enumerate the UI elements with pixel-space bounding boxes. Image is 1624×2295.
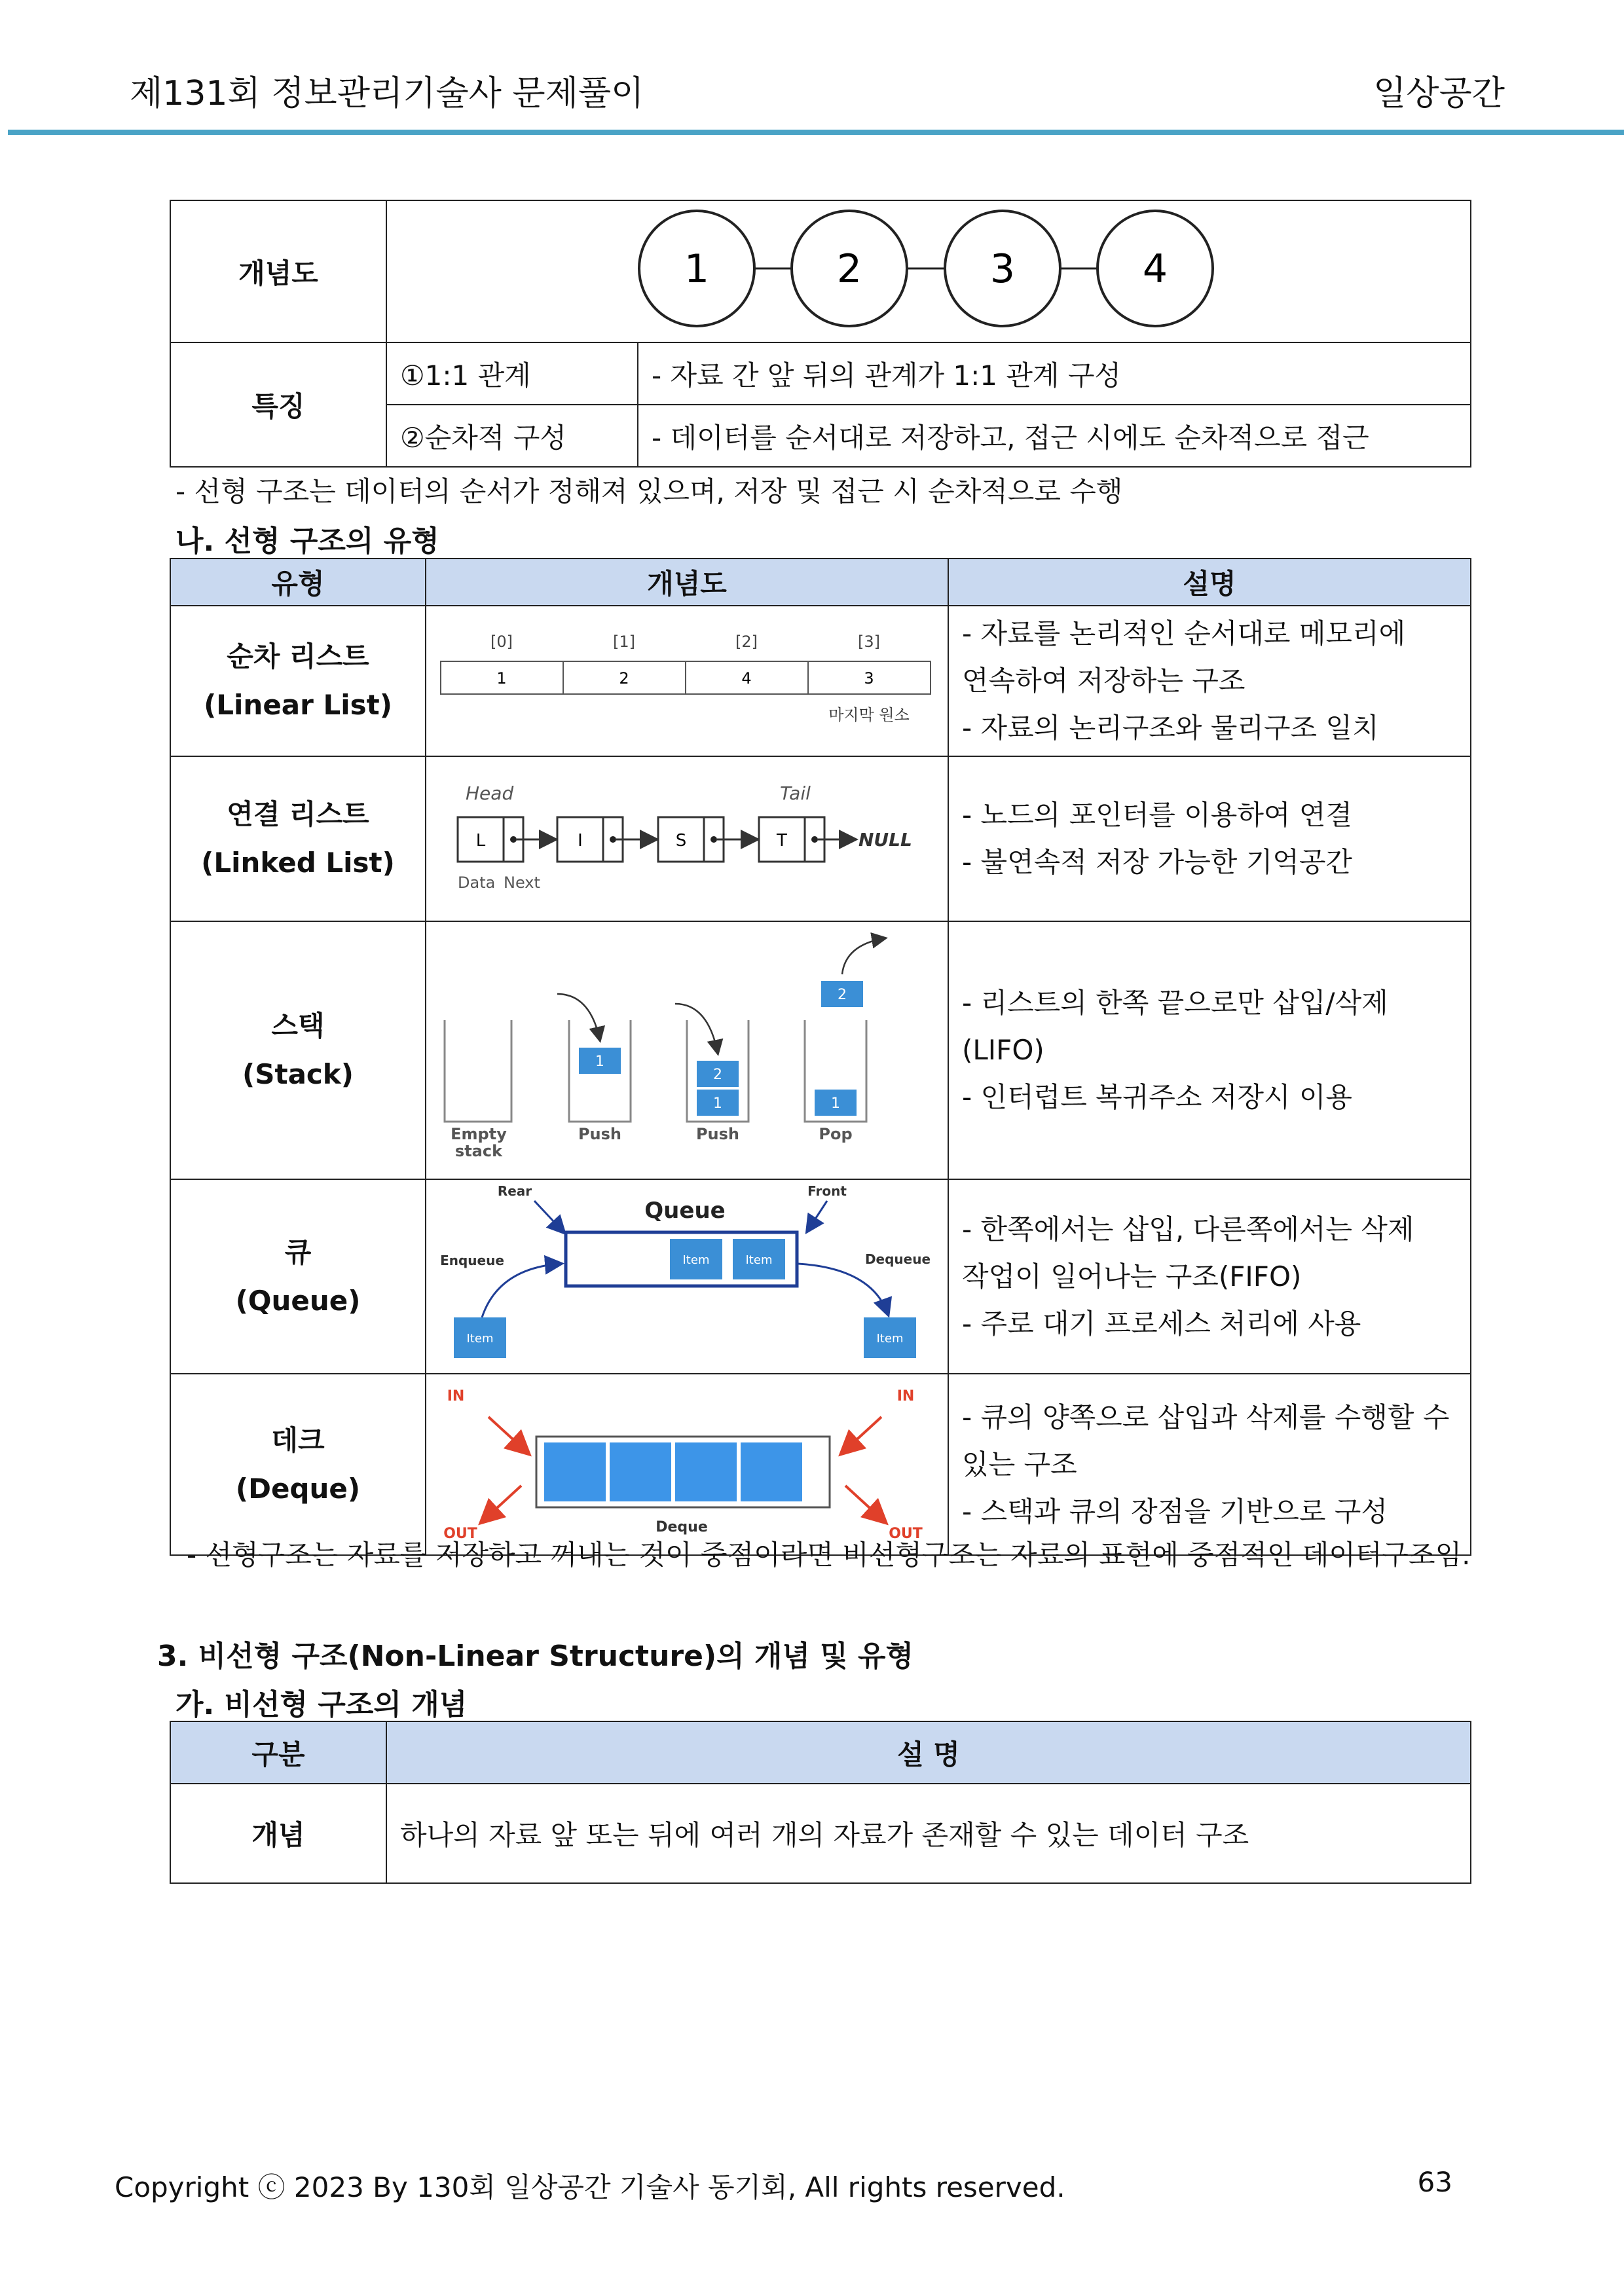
col-header-type: 유형	[170, 559, 426, 606]
svg-text:2: 2	[836, 246, 862, 292]
desc-queue: - 한쪽에서는 삽입, 다른쪽에서는 삭제 작업이 일어나는 구조(FIFO) - 주로 대기 프로세스 처리에 사용	[948, 1179, 1471, 1374]
stack-item: 1	[713, 1095, 722, 1112]
queue-item: Item	[745, 1253, 773, 1267]
stack-item: 2	[713, 1067, 722, 1083]
stack-label: Push	[578, 1125, 622, 1143]
diagram-stack	[426, 921, 948, 1179]
type-stack: 스택 (Stack)	[170, 921, 426, 1179]
col-header-description: 설 명	[386, 1721, 1471, 1784]
col-header-desc: 설명	[948, 559, 1471, 606]
feature-name: ②순차적 구성	[386, 405, 638, 467]
feature-label: 특징	[170, 342, 386, 467]
stack-label: Push	[695, 1125, 740, 1143]
next-label: Next	[504, 873, 540, 892]
linked-node	[557, 817, 623, 862]
array-value: 3	[864, 669, 874, 688]
stack-label: Pop	[819, 1125, 853, 1143]
section-3-title: 3. 비선형 구조(Non-Linear Structure)의 개념 및 유형	[157, 1640, 914, 1673]
svg-text:L: L	[475, 831, 486, 851]
in-label: IN	[896, 1388, 915, 1405]
array-value: 2	[619, 669, 629, 688]
svg-text:S: S	[675, 831, 687, 851]
head-label: Head	[466, 782, 514, 804]
node-chain-diagram	[387, 201, 1467, 335]
feature-desc: - 데이터를 순서대로 저장하고, 접근 시에도 순차적으로 접근	[638, 405, 1471, 467]
data-label: Data	[458, 873, 496, 892]
queue-item: Item	[682, 1253, 710, 1267]
stack-diagram	[426, 922, 947, 1172]
desc-linear-list: - 자료를 논리적인 순서대로 메모리에 연속하여 저장하는 구조 - 자료의 논리구조와 물리구조 일치	[948, 606, 1471, 756]
in-label: IN	[447, 1388, 465, 1405]
stack-label: Empty	[451, 1125, 507, 1143]
last-element-caption: 마지막 원소	[828, 705, 910, 724]
section-na-title: 나. 선형 구조의 유형	[175, 524, 439, 558]
type-linked-list: 연결 리스트 (Linked List)	[170, 756, 426, 921]
node-3	[945, 211, 1060, 326]
linked-node	[458, 817, 523, 862]
front-label: Front	[807, 1183, 847, 1199]
stack-item: 1	[831, 1095, 840, 1112]
tail-label: Tail	[780, 782, 811, 804]
svg-text:I: I	[578, 831, 583, 851]
stack-item: 1	[595, 1054, 604, 1070]
concept-row-desc: 하나의 자료 앞 또는 뒤에 여러 개의 자료가 존재할 수 있는 데이터 구조	[386, 1784, 1471, 1883]
nonlinear-concept-table	[170, 1721, 1471, 1884]
desc-linked-list: - 노드의 포인터를 이용하여 연결 - 불연속적 저장 가능한 기억공간	[948, 756, 1471, 921]
type-queue: 큐 (Queue)	[170, 1179, 426, 1374]
diagram-linked-list	[426, 756, 948, 921]
array-value: 1	[496, 669, 507, 688]
section-ga-title: 가. 비선형 구조의 개념	[175, 1688, 468, 1721]
linear-list-diagram	[426, 608, 947, 748]
linked-node	[759, 817, 824, 862]
svg-text:3: 3	[989, 246, 1016, 292]
deque-label: Deque	[655, 1519, 708, 1535]
linked-node	[658, 817, 724, 862]
feature-name: ①1:1 관계	[386, 342, 638, 405]
index-label: [3]	[858, 632, 880, 651]
concept-row-label: 개념	[170, 1784, 386, 1883]
null-label: NULL	[858, 829, 912, 851]
enqueue-label: Enqueue	[440, 1253, 504, 1268]
page-number: 63	[1417, 2166, 1452, 2198]
svg-text:T: T	[777, 831, 787, 851]
index-label: [2]	[735, 632, 758, 651]
diagram-deque	[426, 1374, 948, 1555]
svg-text:1: 1	[684, 246, 710, 292]
col-header-diagram: 개념도	[426, 559, 948, 606]
svg-text:4: 4	[1142, 246, 1168, 292]
note-linear: - 선형 구조는 데이터의 순서가 정해져 있으며, 저장 및 접근 시 순차적으로 수행	[175, 475, 1123, 507]
desc-stack: - 리스트의 한쪽 끝으로만 삽입/삭제(LIFO) - 인터럽트 복귀주소 저장시 이용	[948, 921, 1471, 1179]
type-linear-list: 순차 리스트 (Linear List)	[170, 606, 426, 756]
type-deque: 데크 (Deque)	[170, 1374, 426, 1555]
rear-label: Rear	[497, 1183, 532, 1199]
dequeue-label: Dequeue	[864, 1251, 931, 1267]
footer-copyright: Copyright ⓒ 2023 By 130회 일상공간 기술사 동기회, All rights reserved.	[115, 2171, 1065, 2203]
queue-item: Item	[466, 1332, 494, 1346]
stack-item: 2	[838, 987, 847, 1003]
linked-list-diagram	[426, 757, 947, 914]
index-label: [1]	[613, 632, 635, 651]
node-1	[639, 211, 754, 326]
linear-structure-concept-table	[170, 200, 1471, 468]
queue-item: Item	[876, 1332, 904, 1346]
note-comparison: - 선형구조는 자료를 저장하고 꺼내는 것이 중점이라면 비선형구조는 자료의 표현에 중점적인 데이터구조임.	[187, 1539, 1471, 1571]
concept-label: 개념도	[170, 200, 386, 342]
header-title: 제131회 정보관리기술사 문제풀이	[130, 74, 644, 113]
array-value: 4	[741, 669, 752, 688]
node-4	[1098, 211, 1213, 326]
feature-desc: - 자료 간 앞 뒤의 관계가 1:1 관계 구성	[638, 342, 1471, 405]
col-header-category: 구분	[170, 1721, 386, 1784]
diagram-linear-list	[426, 606, 948, 756]
linear-types-table	[170, 558, 1471, 1556]
header-right: 일상공간	[1373, 74, 1505, 113]
deque-diagram	[426, 1374, 947, 1548]
concept-diagram-cell	[386, 200, 1471, 342]
desc-deque: - 큐의 양쪽으로 삽입과 삭제를 수행할 수 있는 구조 - 스택과 큐의 장점을 기반으로 구성	[948, 1374, 1471, 1555]
queue-title: Queue	[644, 1198, 726, 1224]
out-label: OUT	[889, 1526, 923, 1542]
out-label: OUT	[443, 1526, 477, 1542]
stack-label: stack	[454, 1142, 503, 1160]
node-2	[792, 211, 907, 326]
header-divider	[8, 130, 1624, 135]
index-label: [0]	[490, 632, 513, 651]
diagram-queue	[426, 1179, 948, 1374]
queue-diagram	[426, 1180, 947, 1367]
